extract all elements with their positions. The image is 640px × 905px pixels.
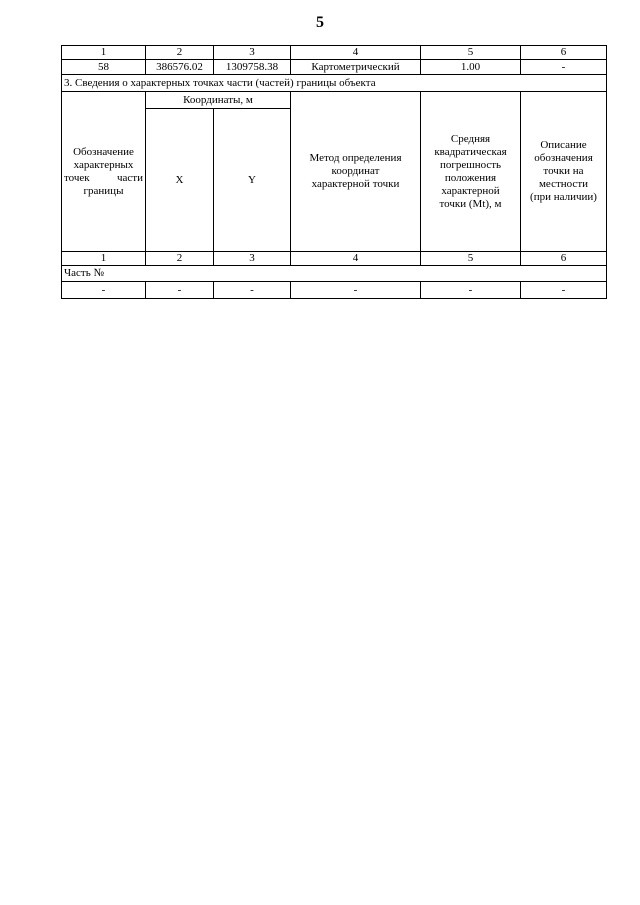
point-designation: 58 bbox=[62, 60, 146, 75]
page-number: 5 bbox=[316, 14, 324, 31]
designation-header-line: Обозначение bbox=[73, 145, 134, 158]
column-number: 6 bbox=[521, 46, 607, 60]
header-row-upper bbox=[62, 92, 607, 109]
top-header-row bbox=[62, 46, 607, 60]
accuracy-header-line: Средняя bbox=[450, 132, 491, 145]
description-header-line: местности bbox=[538, 178, 589, 190]
column-number: 4 bbox=[291, 252, 421, 266]
column-number: 3 bbox=[214, 46, 291, 60]
description-header-line: (при наличии) bbox=[530, 191, 597, 203]
bottom-header-row bbox=[62, 252, 607, 266]
determination-method: Картометрический bbox=[291, 60, 421, 75]
description-header-line: точки на bbox=[543, 165, 584, 177]
section-title: 3. Сведения о характерных точках части (частей) границы объекта bbox=[62, 75, 607, 92]
column-number: 2 bbox=[146, 252, 214, 266]
accuracy-header-line: положения bbox=[444, 171, 497, 184]
y-header: Y bbox=[214, 109, 291, 252]
accuracy-value: 1.00 bbox=[421, 60, 521, 75]
designation-header bbox=[62, 92, 146, 252]
part-label: Часть № bbox=[62, 266, 607, 282]
description-header bbox=[521, 92, 607, 252]
part-row bbox=[62, 266, 607, 282]
column-number: 6 bbox=[521, 252, 607, 266]
method-header bbox=[291, 92, 421, 252]
coordinate-x: 386576.02 bbox=[146, 60, 214, 75]
empty-cell: - bbox=[421, 282, 521, 299]
method-header-line: координат bbox=[331, 165, 380, 177]
description-header-line: Описание bbox=[540, 139, 587, 151]
empty-cell: - bbox=[521, 282, 607, 299]
column-number: 4 bbox=[291, 46, 421, 60]
column-number: 3 bbox=[214, 252, 291, 266]
column-number: 1 bbox=[62, 252, 146, 266]
table-row bbox=[62, 60, 607, 75]
column-number: 5 bbox=[421, 252, 521, 266]
empty-cell: - bbox=[146, 282, 214, 299]
column-number: 2 bbox=[146, 46, 214, 60]
empty-cell: - bbox=[214, 282, 291, 299]
point-description: - bbox=[521, 60, 607, 75]
designation-header-line: точек части bbox=[64, 171, 143, 184]
designation-header-line: характерных bbox=[73, 158, 134, 171]
x-header: X bbox=[146, 109, 214, 252]
empty-cell: - bbox=[291, 282, 421, 299]
coordinate-y: 1309758.38 bbox=[214, 60, 291, 75]
table-row bbox=[62, 282, 607, 299]
method-header-line: характерной точки bbox=[311, 178, 400, 190]
accuracy-header-line: погрешность bbox=[439, 158, 502, 171]
accuracy-header-line: точки (Mt), м bbox=[439, 197, 502, 210]
column-number: 1 bbox=[62, 46, 146, 60]
designation-header-line: границы bbox=[83, 184, 124, 197]
description-header-line: обозначения bbox=[534, 152, 593, 164]
accuracy-header bbox=[421, 92, 521, 252]
column-number: 5 bbox=[421, 46, 521, 60]
empty-cell: - bbox=[62, 282, 146, 299]
accuracy-header-line: квадратическая bbox=[434, 145, 507, 158]
section-title-row bbox=[62, 75, 607, 92]
accuracy-header-line: характерной bbox=[441, 184, 500, 197]
method-header-line: Метод определения bbox=[309, 152, 402, 164]
coordinates-header: Координаты, м bbox=[146, 92, 291, 109]
boundary-points-table bbox=[61, 45, 607, 299]
